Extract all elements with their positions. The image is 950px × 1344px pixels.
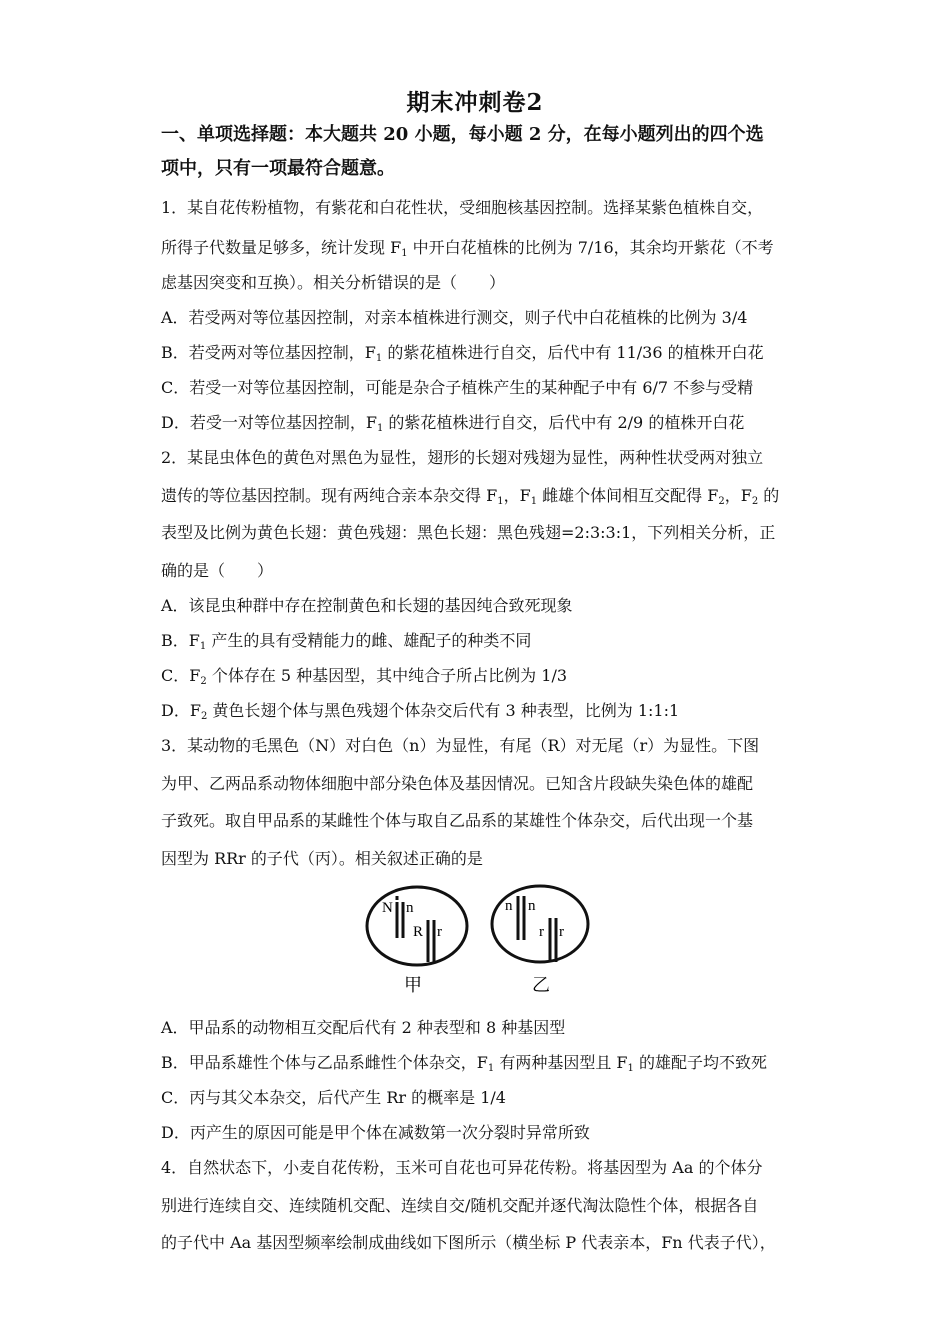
q1-option-c: C．若受一对等位基因控制，可能是杂合子植株产生的某种配子中有 6/7 不参与受精 [161,378,754,397]
cell-yi [492,886,588,995]
gene-label: r [437,924,442,940]
cell-yi-label: 乙 [532,975,550,995]
q3-option-d: D．丙产生的原因可能是甲个体在减数第一次分裂时异常所致 [161,1123,590,1142]
q3-line-2: 为甲、乙两品系动物体细胞中部分染色体及基因情况。已知含片段缺失染色体的雄配 [161,774,754,793]
q3-line-4: 因型为 RRr 的子代（丙）。相关叙述正确的是 [161,849,483,868]
cell-jia [367,887,467,995]
q4-line-2: 别进行连续自交、连续随机交配、连续自交/随机交配并逐代淘汰隐性个体，根据各自 [161,1196,759,1215]
q2-line-4: 确的是（ ） [161,561,274,580]
q2-option-c: C．$F_2$ 个体存在 5 种基因型，其中纯合子所占比例为 1/3 [161,666,568,687]
section-heading-line-2: 项中，只有一项最符合题意。 [161,158,395,179]
q2-option-d: D．$F_2$ 黄色长翅个体与黑色残翅个体杂交后代有 3 种表型，比例为 1:1:1 [161,701,680,722]
q1-option-b: B．若受两对等位基因控制，$F_1$ 的紫花植株进行自交，后代中有 11/36 的植株开白花 [161,343,764,364]
q1-line-2: 所得子代数量足够多，统计发现 $F_1$ 中开白花植株的比例为 7/16，其余均开紫花（不考 [161,238,774,259]
gene-label: r [539,924,544,940]
gene-label: N [382,900,393,916]
q1-line-3: 虑基因突变和互换）。相关分析错误的是（ ） [161,273,506,292]
q3-line-1: 3．某动物的毛黑色（N）对白色（n）为显性，有尾（R）对无尾（r）为显性。下图 [161,736,760,755]
gene-label: n [406,900,414,916]
gene-label: R [413,924,424,940]
q2-line-1: 2．某昆虫体色的黄色对黑色为显性，翅形的长翅对残翅为显性，两种性状受两对独立 [161,448,764,467]
page-title: 期末冲刺卷2 [406,89,544,116]
q2-line-2: 遗传的等位基因控制。现有两纯合亲本杂交得 $F_1$，$F_1$ 雌雄个体间相互交配得 $F_2$，$F_2$ 的 [161,486,780,507]
q3-option-b: B．甲品系雄性个体与乙品系雌性个体杂交，$F_1$ 有两种基因型且 $F_1$ 的雄配子均不致死 [161,1053,767,1074]
gene-label: r [559,924,564,940]
q1-option-a: A．若受两对等位基因控制，对亲本植株进行测交，则子代中白花植株的比例为 3/4 [161,308,748,327]
q3-option-a: A．甲品系的动物相互交配后代有 2 种表型和 8 种基因型 [161,1018,566,1037]
gene-label: n [505,898,513,914]
q1-option-d: D．若受一对等位基因控制，$F_1$ 的紫花植株进行自交，后代中有 2/9 的植株开白花 [161,413,745,434]
section-heading [161,118,801,186]
chromosome-figure [364,880,594,1000]
q2-option-a: A．该昆虫种群中存在控制黄色和长翅的基因纯合致死现象 [161,596,573,615]
q1-line-1: 1．某自花传粉植物，有紫花和白花性状，受细胞核基因控制。选择某紫色植株自交， [161,198,764,217]
q2-option-b: B．$F_1$ 产生的具有受精能力的雌、雄配子的种类不同 [161,631,532,652]
section-heading-line-1: 一、单项选择题：本大题共 20 小题，每小题 2 分，在每小题列出的四个选 [161,124,764,145]
q4-line-3: 的子代中 Aa 基因型频率绘制成曲线如下图所示（横坐标 P 代表亲本，Fn 代表子代）， [161,1233,776,1252]
gene-label: n [528,898,536,914]
q2-line-3: 表型及比例为黄色长翅：黄色残翅：黑色长翅：黑色残翅=2:3:3:1，下列相关分析，正 [161,523,776,542]
q3-line-3: 子致死。取自甲品系的某雌性个体与取自乙品系的某雄性个体杂交，后代出现一个基 [161,811,754,830]
cell-jia-label: 甲 [404,975,422,995]
q3-option-c: C．丙与其父本杂交，后代产生 Rr 的概率是 1/4 [161,1088,506,1107]
q4-line-1: 4．自然状态下，小麦自花传粉，玉米可自花也可异花传粉。将基因型为 Aa 的个体分 [161,1158,763,1177]
